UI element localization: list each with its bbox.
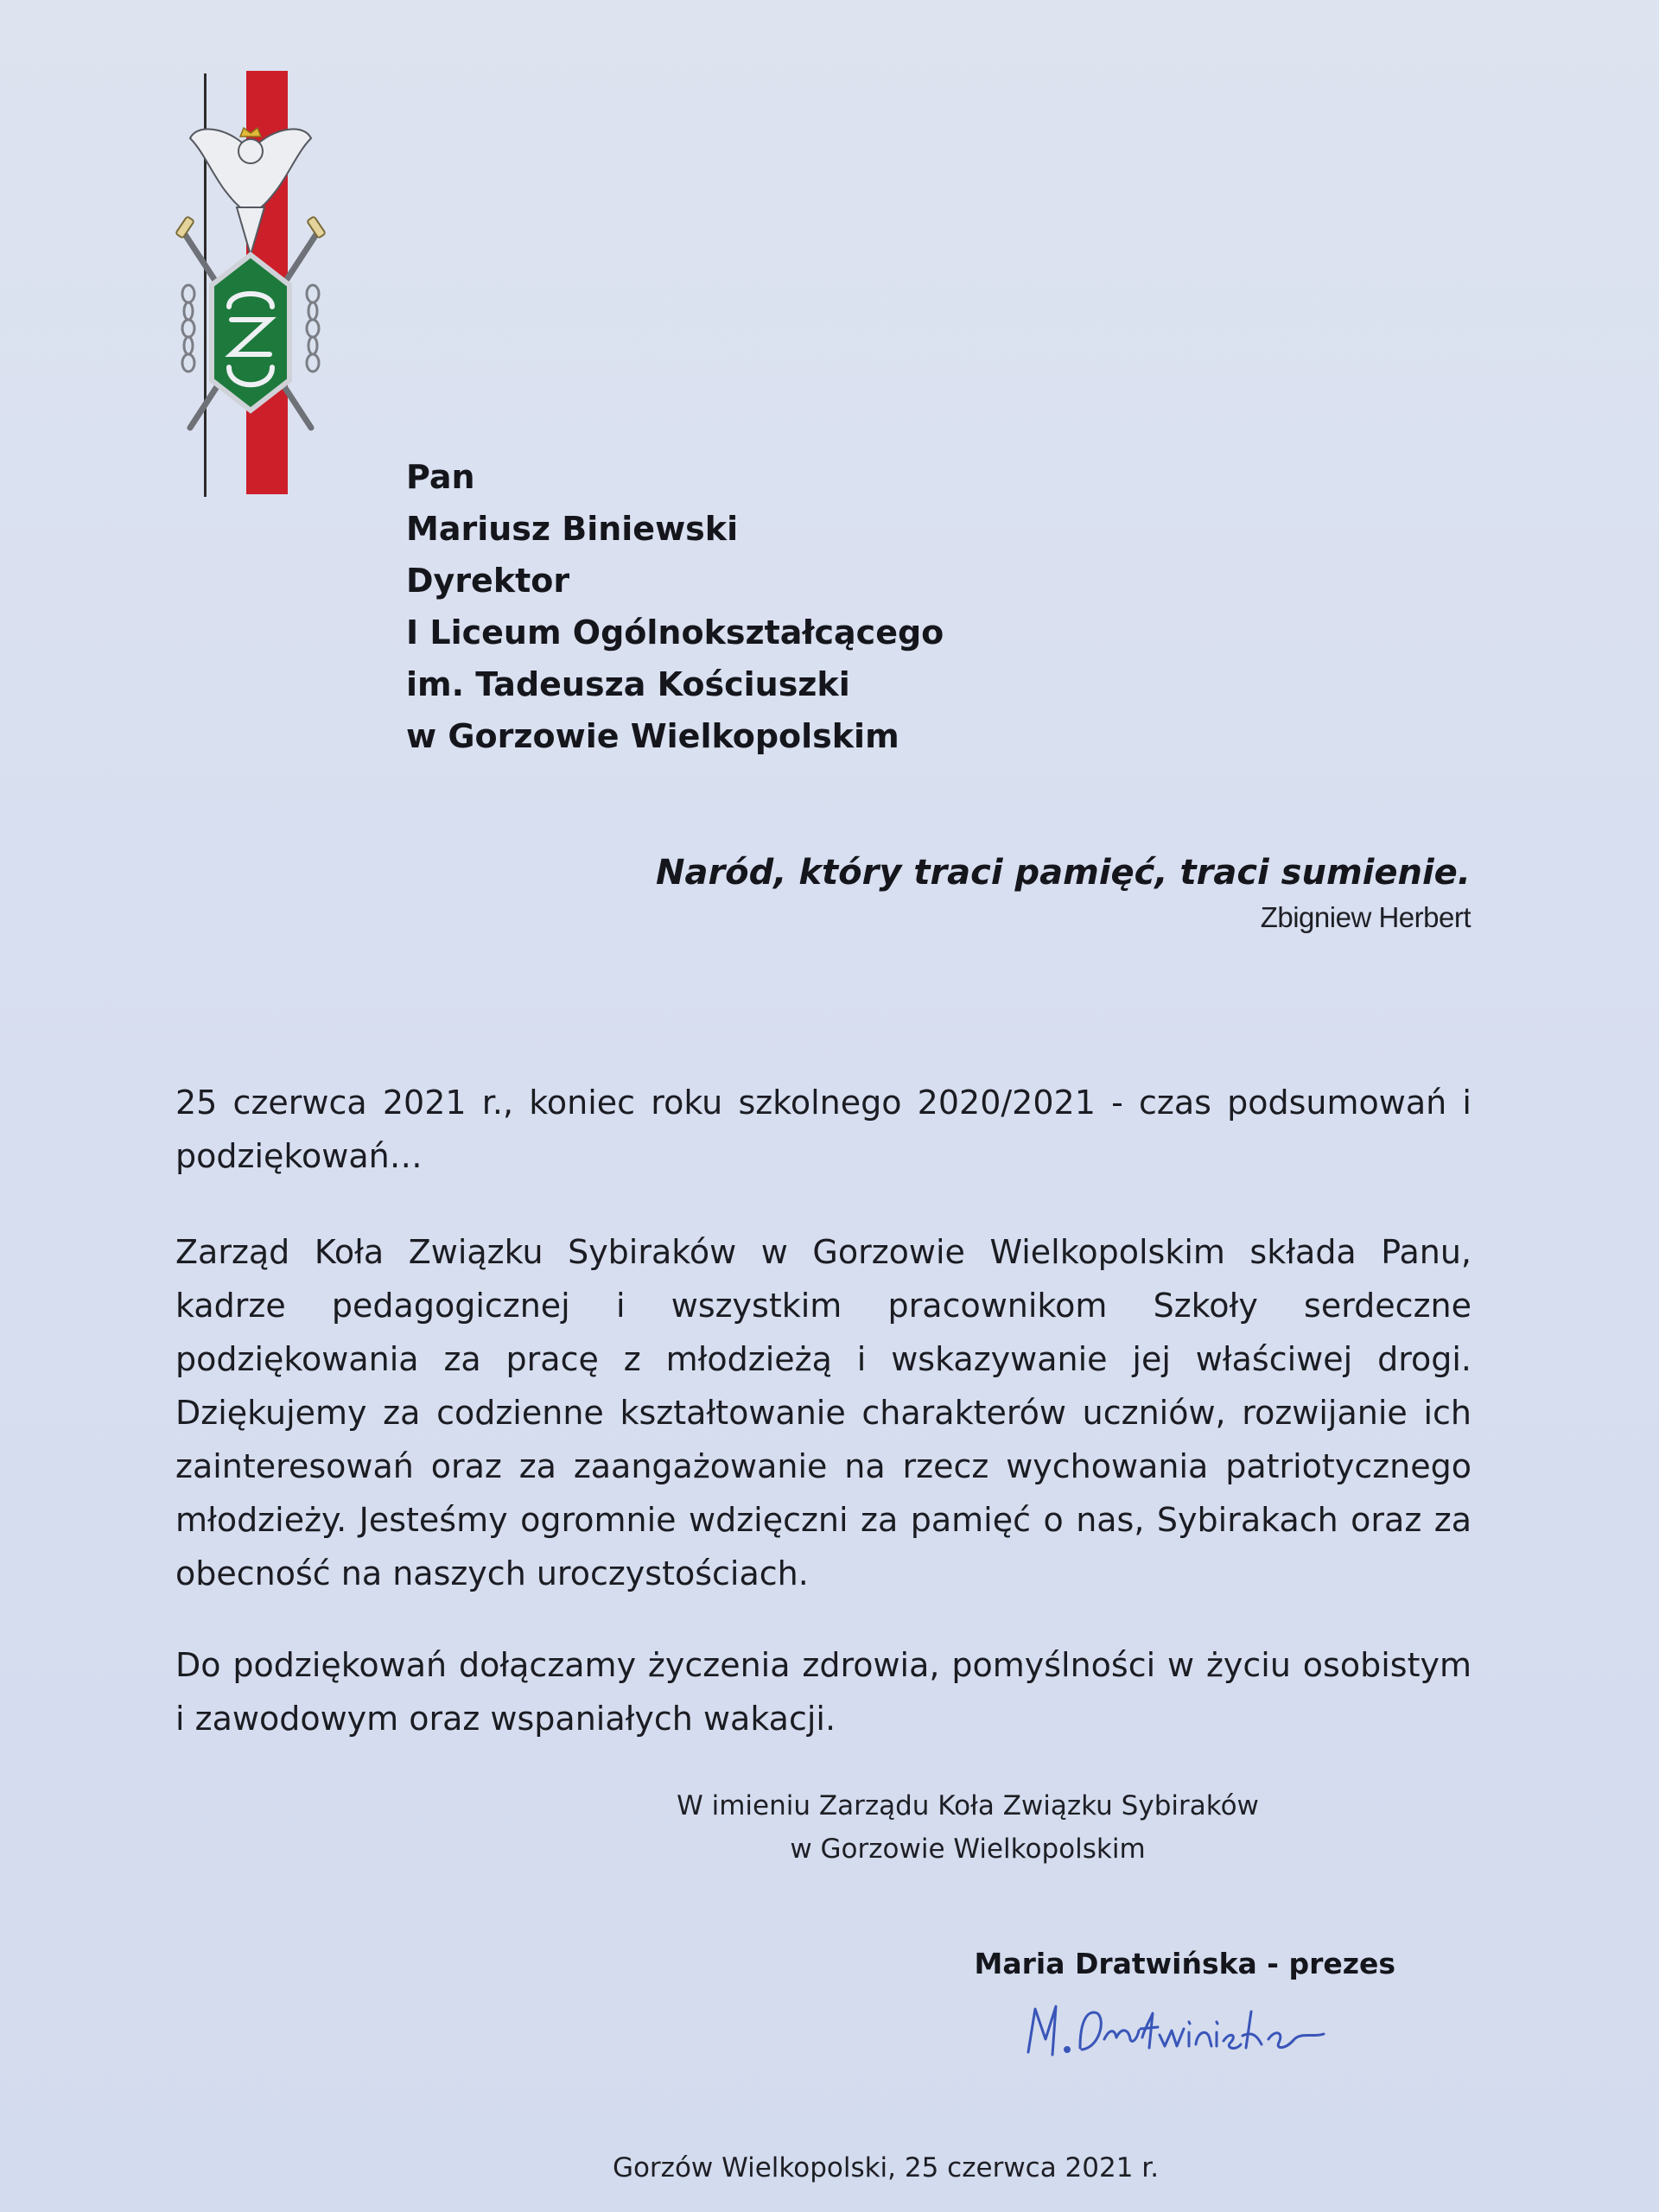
emblem-logo xyxy=(164,69,337,501)
recipient-salutation: Pan xyxy=(406,458,475,496)
motto xyxy=(520,849,1471,938)
handwritten-signature xyxy=(1020,1987,1348,2065)
body-paragraph-1: 25 czerwca 2021 r., koniec roku szkolnego 2020/2021 - czas podsumowań i podziękowań… xyxy=(175,1084,1471,1175)
recipient-name: Mariusz Biniewski xyxy=(406,510,739,548)
place-and-date: Gorzów Wielkopolski, 25 czerwca 2021 r. xyxy=(612,2152,1160,2183)
body-paragraph-3: Do podziękowań dołączamy życzenia zdrowia, pomyślności w życiu osobistym i zawodowym oraz wspaniałych wakacji. xyxy=(175,1646,1471,1738)
recipient-school-line3: w Gorzowie Wielkopolskim xyxy=(406,717,899,755)
closing-line-1: W imieniu Zarządu Koła Związku Sybiraków xyxy=(677,1790,1259,1821)
recipient-position: Dyrektor xyxy=(406,562,570,600)
closing-line-2: w Gorzowie Wielkopolskim xyxy=(790,1834,1146,1865)
motto-author: Zbigniew Herbert xyxy=(1260,901,1471,933)
recipient-school-line1: I Liceum Ogólnokształcącego xyxy=(406,613,944,652)
closing-block xyxy=(605,1784,1331,1871)
body-paragraph-2: Zarząd Koła Związku Sybiraków w Gorzowie Wielkopolskim składa Panu, kadrze pedagogicznej i wszystkim pracownikom Szkoły serdeczne podziękowania za pracę z młodzieżą i wskazywanie jej właściwej drogi. Dziękujemy za codzienne kształtowanie charakterów uczniów, rozwijanie ich zainteresowań oraz za zaangażowanie na rzecz wychowania patriotycznego młodzieży. Jesteśmy ogromnie wdzięczni za pamięć o nas, Sybirakach oraz za obecność na naszych uroczystościach. xyxy=(175,1233,1471,1592)
recipient-address xyxy=(406,451,1357,762)
recipient-school-line2: im. Tadeusza Kościuszki xyxy=(406,665,850,703)
signer-name: Maria Dratwińska - prezes xyxy=(974,1947,1395,1980)
motto-quote: Naród, który traci pamięć, traci sumienie. xyxy=(655,853,1471,893)
